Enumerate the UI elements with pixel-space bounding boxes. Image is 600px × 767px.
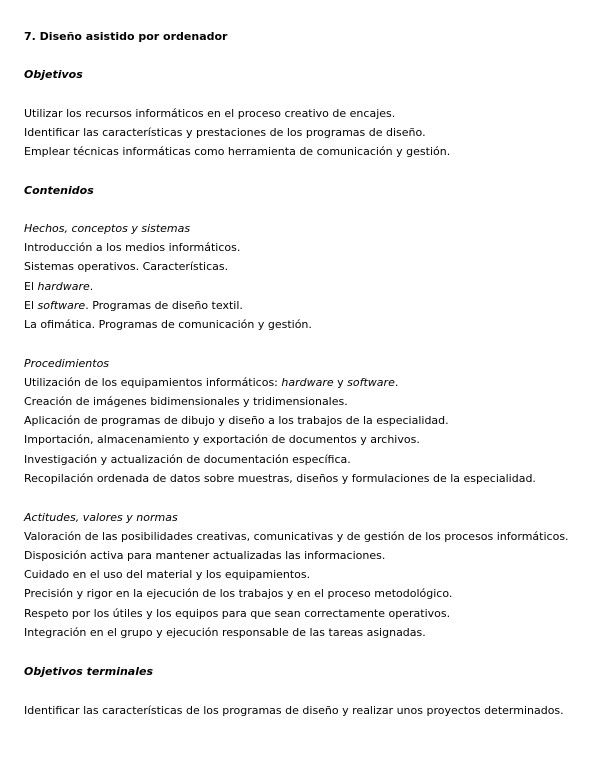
text-segment: .	[394, 376, 399, 389]
procedimiento-item: Investigación y actualización de documentación específica.	[24, 453, 351, 466]
objetivo-item: Emplear técnicas informáticas como herramienta de comunicación y gestión.	[24, 145, 451, 158]
procedimiento-item-equipamientos	[24, 376, 398, 390]
actitud-item: Valoración de las posibilidades creativas, comunicativas y de gestión de los procesos informáticos.	[24, 530, 569, 543]
hechos-item-software	[24, 299, 243, 313]
procedimiento-item: Importación, almacenamiento y exportación de documentos y archivos.	[24, 433, 420, 446]
section-title: 7. Diseño asistido por ordenador	[24, 30, 228, 43]
objetivos-heading: Objetivos	[24, 68, 83, 81]
objetivos-terminales-heading: Objetivos terminales	[24, 665, 153, 678]
text-segment: .	[89, 280, 94, 293]
actitudes-subheading: Actitudes, valores y normas	[24, 511, 178, 524]
procedimientos-subheading: Procedimientos	[24, 357, 110, 370]
hechos-item: La ofimática. Programas de comunicación y gestión.	[24, 318, 312, 331]
procedimiento-item: Creación de imágenes bidimensionales y tridimensionales.	[24, 395, 348, 408]
actitud-item: Cuidado en el uso del material y los equipamientos.	[24, 568, 311, 581]
contenidos-heading: Contenidos	[24, 184, 94, 197]
hechos-item: Sistemas operativos. Características.	[24, 260, 229, 273]
actitud-item: Respeto por los útiles y los equipos para que sean correctamente operativos.	[24, 607, 451, 620]
actitud-item: Integración en el grupo y ejecución responsable de las tareas asignadas.	[24, 626, 426, 639]
hechos-subheading: Hechos, conceptos y sistemas	[24, 222, 191, 235]
emphasis-hardware: hardware	[281, 376, 334, 389]
text-segment: y	[333, 376, 348, 389]
actitud-item: Precisión y rigor en la ejecución de los trabajos y en el proceso metodológico.	[24, 587, 453, 600]
emphasis-software: software	[347, 376, 395, 389]
emphasis-software: software	[37, 299, 86, 312]
text-segment: El	[24, 299, 38, 312]
hechos-item-hardware	[24, 280, 93, 294]
objetivo-item: Identificar las características y prestaciones de los programas de diseño.	[24, 126, 426, 139]
objetivo-item: Utilizar los recursos informáticos en el proceso creativo de encajes.	[24, 107, 396, 120]
text-segment: Utilización de los equipamientos informáticos:	[24, 376, 282, 389]
text-segment: . Programas de diseño textil.	[85, 299, 243, 312]
emphasis-hardware: hardware	[37, 280, 90, 293]
text-segment: El	[24, 280, 38, 293]
procedimiento-item: Aplicación de programas de dibujo y diseño a los trabajos de la especialidad.	[24, 414, 449, 427]
objetivo-terminal-item: Identificar las características de los programas de diseño y realizar unos proyectos determinados.	[24, 704, 564, 717]
actitud-item: Disposición activa para mantener actualizadas las informaciones.	[24, 549, 386, 562]
hechos-item: Introducción a los medios informáticos.	[24, 241, 241, 254]
procedimiento-item: Recopilación ordenada de datos sobre muestras, diseños y formulaciones de la especialidad.	[24, 472, 536, 485]
